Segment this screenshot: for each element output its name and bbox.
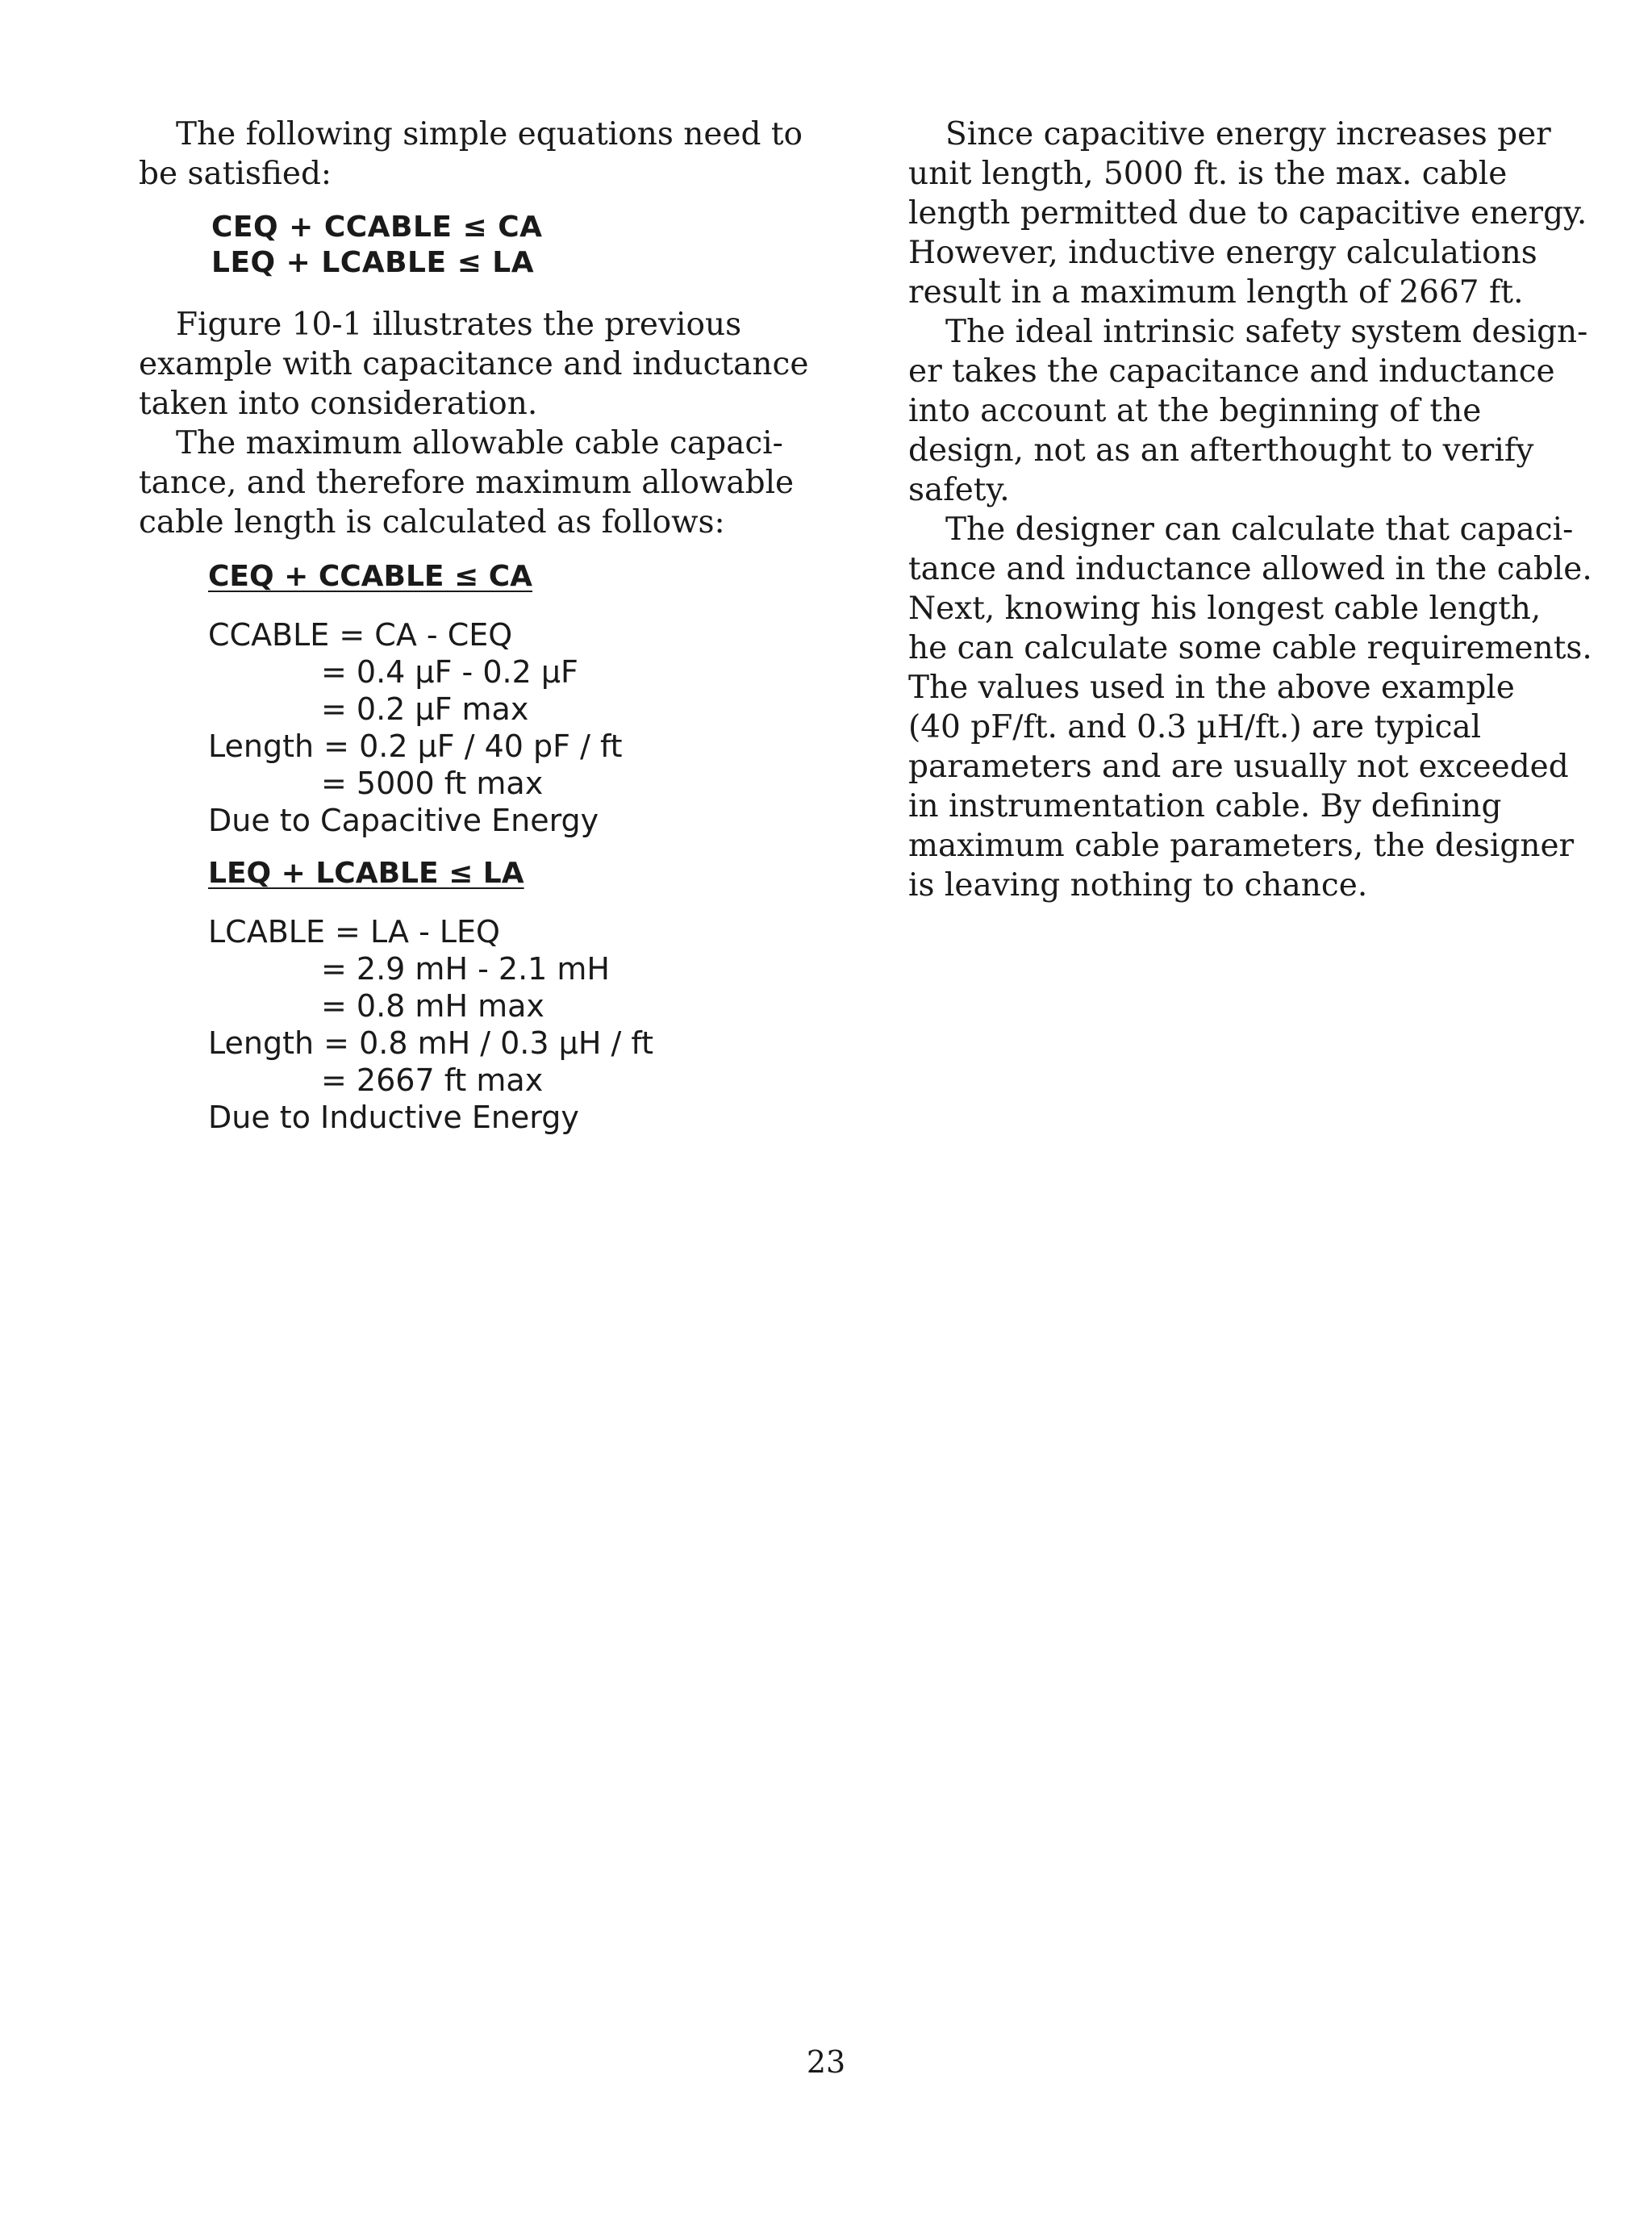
text-line: Figure 10-1 illustrates the previous: [176, 307, 742, 343]
capacitance-condition: CEQ + CCABLE ≤ CA: [211, 211, 543, 244]
text-line: tance and inductance allowed in the cable.: [908, 551, 1592, 587]
text-line: is leaving nothing to chance.: [908, 867, 1368, 904]
calc-line: LCABLE = LA - LEQ: [208, 914, 500, 950]
calc-line: = 0.8 mH max: [321, 988, 544, 1024]
text-line: However, inductive energy calculations: [908, 235, 1537, 271]
inductance-calc-heading: LEQ + LCABLE ≤ LA: [208, 857, 524, 890]
text-line: The following simple equations need to: [176, 116, 803, 152]
text-line: parameters and are usually not exceeded: [908, 749, 1569, 785]
text-line: Since capacitive energy increases per: [945, 116, 1551, 152]
text-line: The designer can calculate that capaci-: [945, 511, 1574, 548]
text-line: in instrumentation cable. By defining: [908, 788, 1502, 824]
calc-line: Due to Capacitive Energy: [208, 803, 599, 838]
capacitance-calc-heading: CEQ + CCABLE ≤ CA: [208, 560, 533, 593]
text-line: unit length, 5000 ft. is the max. cable: [908, 156, 1508, 192]
text-line: be satisfied:: [139, 156, 332, 192]
capacitive-energy-paragraph: [871, 115, 1587, 312]
inductance-calculation: [208, 855, 779, 1136]
inductance-condition: LEQ + LCABLE ≤ LA: [211, 246, 535, 279]
text-line: The values used in the above example: [908, 670, 1515, 706]
designer-calculation-paragraph: [871, 510, 1592, 905]
left-column: [102, 115, 809, 1136]
text-line: result in a maximum length of 2667 ft.: [908, 274, 1524, 311]
text-line: maximum cable parameters, the designer: [908, 828, 1575, 864]
text-line: safety.: [908, 472, 1010, 508]
calc-line: CCABLE = CA - CEQ: [208, 617, 513, 653]
calc-line: = 2.9 mH - 2.1 mH: [321, 951, 610, 987]
text-line: er takes the capacitance and inductance: [908, 353, 1555, 390]
text-line: he can calculate some cable requirements.: [908, 630, 1592, 666]
page-number: 23: [806, 2044, 846, 2080]
capacitance-calculation: [208, 558, 779, 839]
calc-line: = 2667 ft max: [321, 1062, 544, 1098]
calc-line: Length = 0.8 mH / 0.3 µH / ft: [208, 1025, 653, 1061]
calc-line: = 5000 ft max: [321, 766, 544, 801]
calc-line: = 0.4 µF - 0.2 µF: [321, 654, 578, 690]
text-line: Next, knowing his longest cable length,: [908, 591, 1541, 627]
text-line: The ideal intrinsic safety system design-: [945, 314, 1588, 350]
text-line: cable length is calculated as follows:: [139, 504, 725, 541]
text-line: (40 pF/ft. and 0.3 µH/ft.) are typical: [908, 709, 1482, 745]
right-column: [871, 115, 1592, 905]
ideal-designer-paragraph: [871, 312, 1588, 510]
text-line: taken into consideration.: [139, 386, 538, 422]
calc-line: = 0.2 µF max: [321, 691, 529, 727]
text-line: The maximum allowable cable capaci-: [176, 425, 783, 461]
text-line: design, not as an afterthought to verify: [908, 432, 1534, 469]
intro-paragraph: [102, 115, 803, 194]
calc-line: Due to Inductive Energy: [208, 1100, 579, 1135]
figure-paragraph: [102, 305, 809, 424]
calc-line: Length = 0.2 µF / 40 pF / ft: [208, 728, 623, 764]
max-allowable-paragraph: [102, 424, 795, 542]
condition-equations: [211, 210, 779, 281]
text-line: length permitted due to capacitive energy.: [908, 195, 1587, 232]
text-line: example with capacitance and inductance: [139, 346, 809, 382]
text-line: tance, and therefore maximum allowable: [139, 465, 795, 501]
text-line: into account at the beginning of the: [908, 393, 1482, 429]
